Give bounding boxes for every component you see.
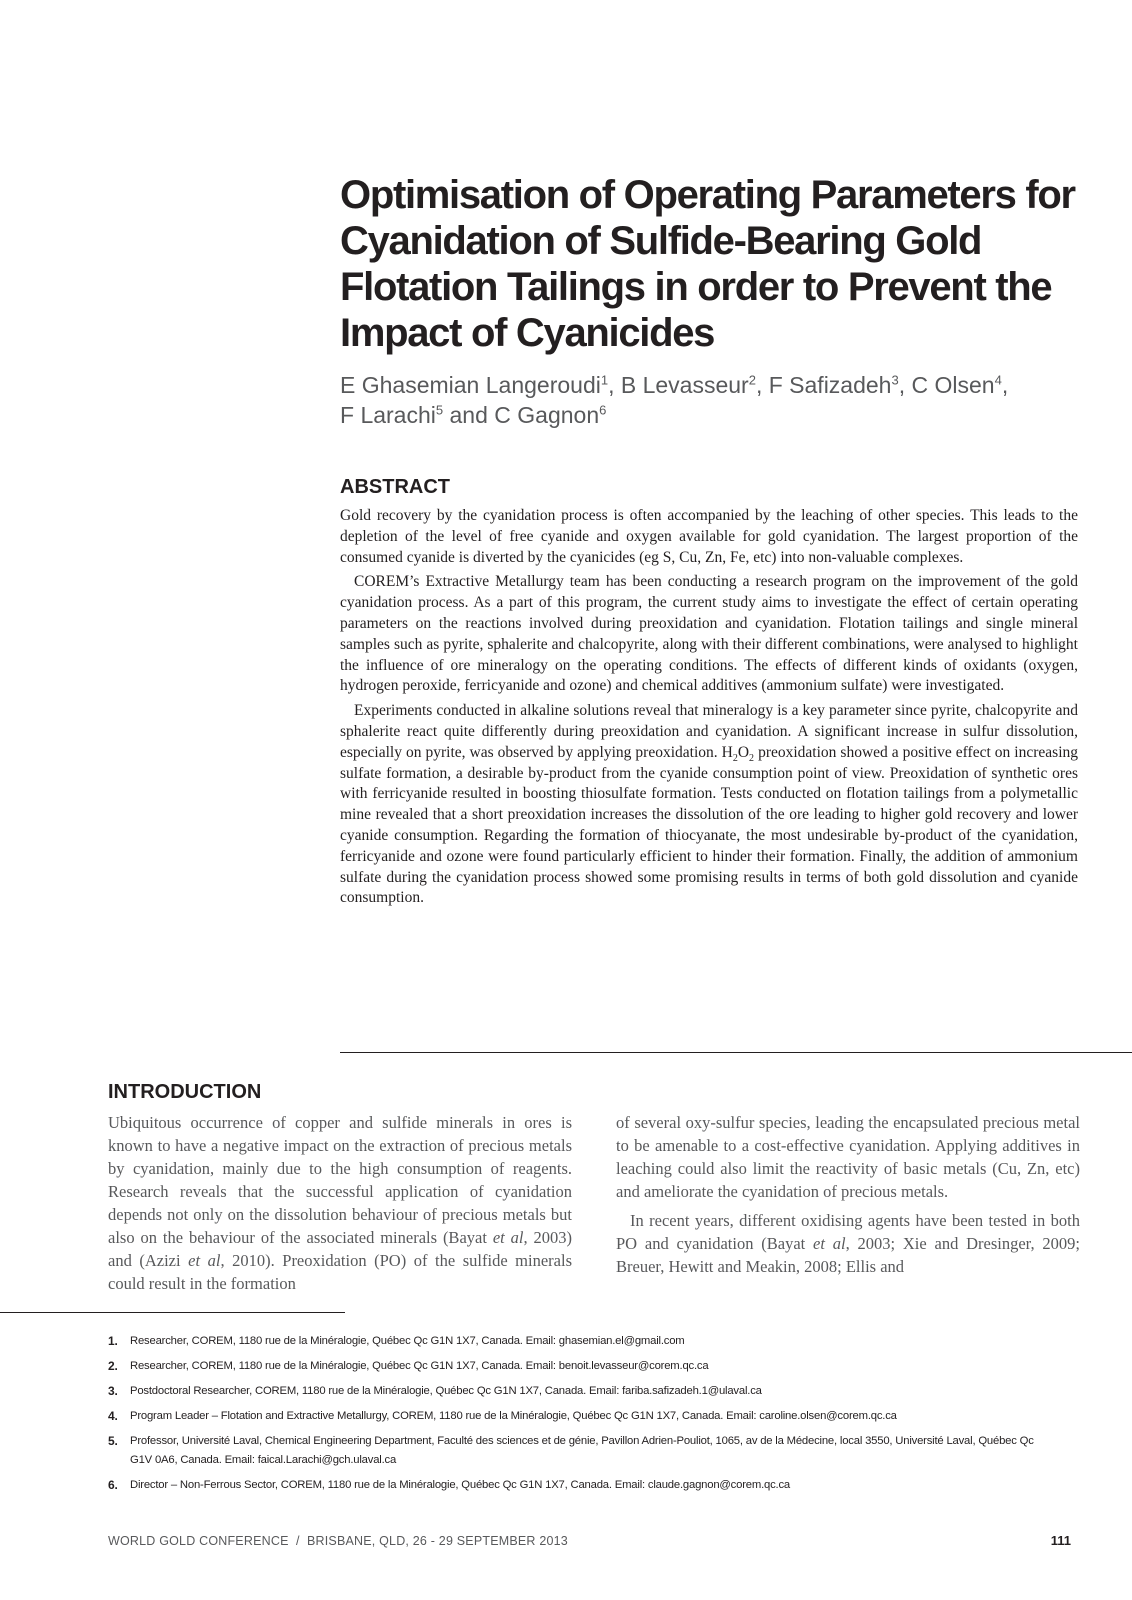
abstract-text: O xyxy=(737,743,750,761)
citation-et-al: et al xyxy=(188,1251,221,1270)
body-text: , 2003) and (Azizi xyxy=(108,1228,573,1270)
author-affiliation-marker: 6 xyxy=(599,402,607,418)
abstract-section xyxy=(340,476,1078,913)
author-name: C Gagnon xyxy=(494,402,600,428)
page-number: 111 xyxy=(1050,1533,1071,1548)
footnote-number: 6. xyxy=(108,1478,118,1492)
author xyxy=(340,402,494,428)
abstract-heading: ABSTRACT xyxy=(340,476,450,498)
footnote-item xyxy=(108,1332,1048,1351)
citation-et-al: et al xyxy=(813,1234,846,1253)
footnote-number: 2. xyxy=(108,1359,118,1373)
footnote-list xyxy=(108,1332,1048,1501)
subscript: 2 xyxy=(749,752,755,764)
body-text: In recent years, different oxidising agents have been tested in both PO and cyanidation (Bayat xyxy=(616,1211,1080,1253)
abstract-paragraph: COREM’s Extractive Metallurgy team has been conducting a research program on the improvement of the gold cyanidation process. As a part of this program, the current study aims to investigate the effect of certain operating parameters on the reactions involved during preoxidation and cyanidation. Flotation tailings and single mineral samples such as pyrite, sphalerite and chalcopyrite, along with their different combinations, were analysed to highlight the influence of ore mineralogy on the operating conditions. The effects of different kinds of oxidants (oxygen, hydrogen peroxide, ferricyanide and ozone) and chemical additives (ammonium sulfate) were investigated. xyxy=(340,573,1078,695)
author-separator: , xyxy=(1001,372,1009,398)
author-name: C Olsen xyxy=(911,372,995,398)
footnote-number: 1. xyxy=(108,1334,118,1348)
author-affiliation-marker: 5 xyxy=(435,402,444,418)
introduction-right-column xyxy=(616,1111,1080,1284)
introduction-heading: INTRODUCTION xyxy=(108,1081,262,1103)
abstract-text: Experiments conducted in alkaline solutions reveal that mineralogy is a key parameter since pyrite, chalcopyrite and sphalerite react quite differently during preoxidation and cyanidation. A significant increase in sulfur dissolution, especially on pyrite, was observed by applying preoxidation. H xyxy=(340,702,1078,761)
author xyxy=(494,402,606,428)
footnote-number: 3. xyxy=(108,1384,118,1398)
body-paragraph: of several oxy-sulfur species, leading the encapsulated precious metal to be amenable to a cost-effective cyanidation. Applying additives in leaching could also limit the reactivity of basic metals (Cu, Zn, etc) and ameliorate the cyanidation of precious metals. xyxy=(616,1113,1080,1201)
author-separator: , xyxy=(898,372,912,398)
author xyxy=(340,372,621,398)
author-list xyxy=(340,370,1100,430)
footnote-item xyxy=(108,1432,1048,1470)
author-affiliation-marker: 3 xyxy=(891,372,899,388)
footnote-item xyxy=(108,1382,1048,1401)
author-affiliation-marker: 1 xyxy=(600,372,609,388)
footnote-text: Researcher, COREM, 1180 rue de la Minéralogie, Québec Qc G1N 1X7, Canada. Email: benoit.levasseur@corem.qc.ca xyxy=(130,1360,709,1372)
running-footer: WORLD GOLD CONFERENCE / BRISBANE, QLD, 26 - 29 SEPTEMBER 2013 xyxy=(108,1534,568,1548)
footnote-text: Director – Non-Ferrous Sector, COREM, 1180 rue de la Minéralogie, Québec Qc G1N 1X7, Canada. Email: claude.gagnon@corem.qc.ca xyxy=(130,1479,791,1491)
subscript: 2 xyxy=(732,752,738,764)
author-separator: and xyxy=(443,402,495,428)
author-name: F Larachi xyxy=(340,402,436,428)
footnote-item xyxy=(108,1476,1048,1495)
footnote-number: 5. xyxy=(108,1434,118,1448)
body-paragraph xyxy=(108,1111,572,1295)
author-separator: , xyxy=(755,372,769,398)
author-name: E Ghasemian Langeroudi xyxy=(340,372,601,398)
footnote-divider xyxy=(0,1312,345,1313)
author-affiliation-marker: 4 xyxy=(994,372,1002,388)
body-paragraph xyxy=(616,1209,1080,1278)
footnote-text: Professor, Université Laval, Chemical Engineering Department, Faculté des sciences et de génie, Pavillon Adrien-Pouliot, 1065, av de la Médecine, local 3550, Université Laval, Québec Qc G1V 0A6, Canada. Email: faical.Larachi@gch.ulaval.ca xyxy=(130,1435,1034,1466)
footnote-text: Researcher, COREM, 1180 rue de la Minéralogie, Québec Qc G1N 1X7, Canada. Email: ghasemian.el@gmail.com xyxy=(130,1335,685,1347)
abstract-text: preoxidation showed a positive effect on increasing sulfate formation, a desirable by-product from the cyanide consumption point of view. Preoxidation of synthetic ores with ferricyanide resulted in boosting thiosulfate formation. Tests conducted on flotation tailings from a polymetallic mine revealed that a short preoxidation increases the dissolution of the ore leading to higher gold recovery and lower cyanide consumption. Regarding the formation of thiocyanate, the most undesirable by-product of the cyanidation, ferricyanide and ozone were found particularly efficient to hinder their formation. Finally, the addition of ammonium sulfate during the cyanidation process showed some promising results in terms of both gold dissolution and cyanide consumption. xyxy=(340,743,1078,907)
author xyxy=(621,372,769,398)
footnote-text: Postdoctoral Researcher, COREM, 1180 rue de la Minéralogie, Québec Qc G1N 1X7, Canada. Email: fariba.safizadeh.1@ulaval.ca xyxy=(130,1385,762,1397)
introduction-left-column xyxy=(108,1111,572,1301)
footnote-text: Program Leader – Flotation and Extractive Metallurgy, COREM, 1180 rue de la Minéralogie, Québec Qc G1N 1X7, Canada. Email: caroline.olsen@corem.qc.ca xyxy=(130,1410,897,1422)
body-text: , 2010). Preoxidation (PO) of the sulfide minerals could result in the formation xyxy=(108,1251,572,1293)
body-text: , 2003; Xie and Dresinger, 2009; Breuer, Hewitt and Meakin, 2008; Ellis and xyxy=(616,1234,1081,1276)
footnote-number: 4. xyxy=(108,1409,118,1423)
abstract-divider xyxy=(340,1052,1132,1053)
author-separator: , xyxy=(608,372,621,398)
author xyxy=(912,372,1009,398)
paper-title: Optimisation of Operating Parameters for Cyanidation of Sulfide-Bearing Gold Flotation Tailings in order to Prevent the Impact of Cyanicides xyxy=(340,173,1075,355)
footnote-item xyxy=(108,1407,1048,1426)
citation-et-al: et al xyxy=(492,1228,524,1247)
abstract-paragraph xyxy=(340,701,1078,909)
author-affiliation-marker: 2 xyxy=(748,372,756,388)
footnote-item xyxy=(108,1357,1048,1376)
author-name: B Levasseur xyxy=(620,372,749,398)
body-text: Ubiquitous occurrence of copper and sulfide minerals in ores is known to have a negative impact on the extraction of precious metals by cyanidation, mainly due to the high consumption of reagents. Research reveals that the successful application of cyanidation depends not only on the dissolution behaviour of precious metals but also on the behaviour of the associated minerals (Bayat xyxy=(108,1113,572,1247)
author xyxy=(769,372,912,398)
author-name: F Safizadeh xyxy=(768,372,892,398)
abstract-paragraph: Gold recovery by the cyanidation process is often accompanied by the leaching of other species. This leads to the depletion of the level of free cyanide and oxygen available for gold cyanidation. The largest proportion of the consumed cyanide is diverted by the cyanicides (eg S, Cu, Zn, Fe, etc) into non-valuable complexes. xyxy=(340,507,1078,566)
